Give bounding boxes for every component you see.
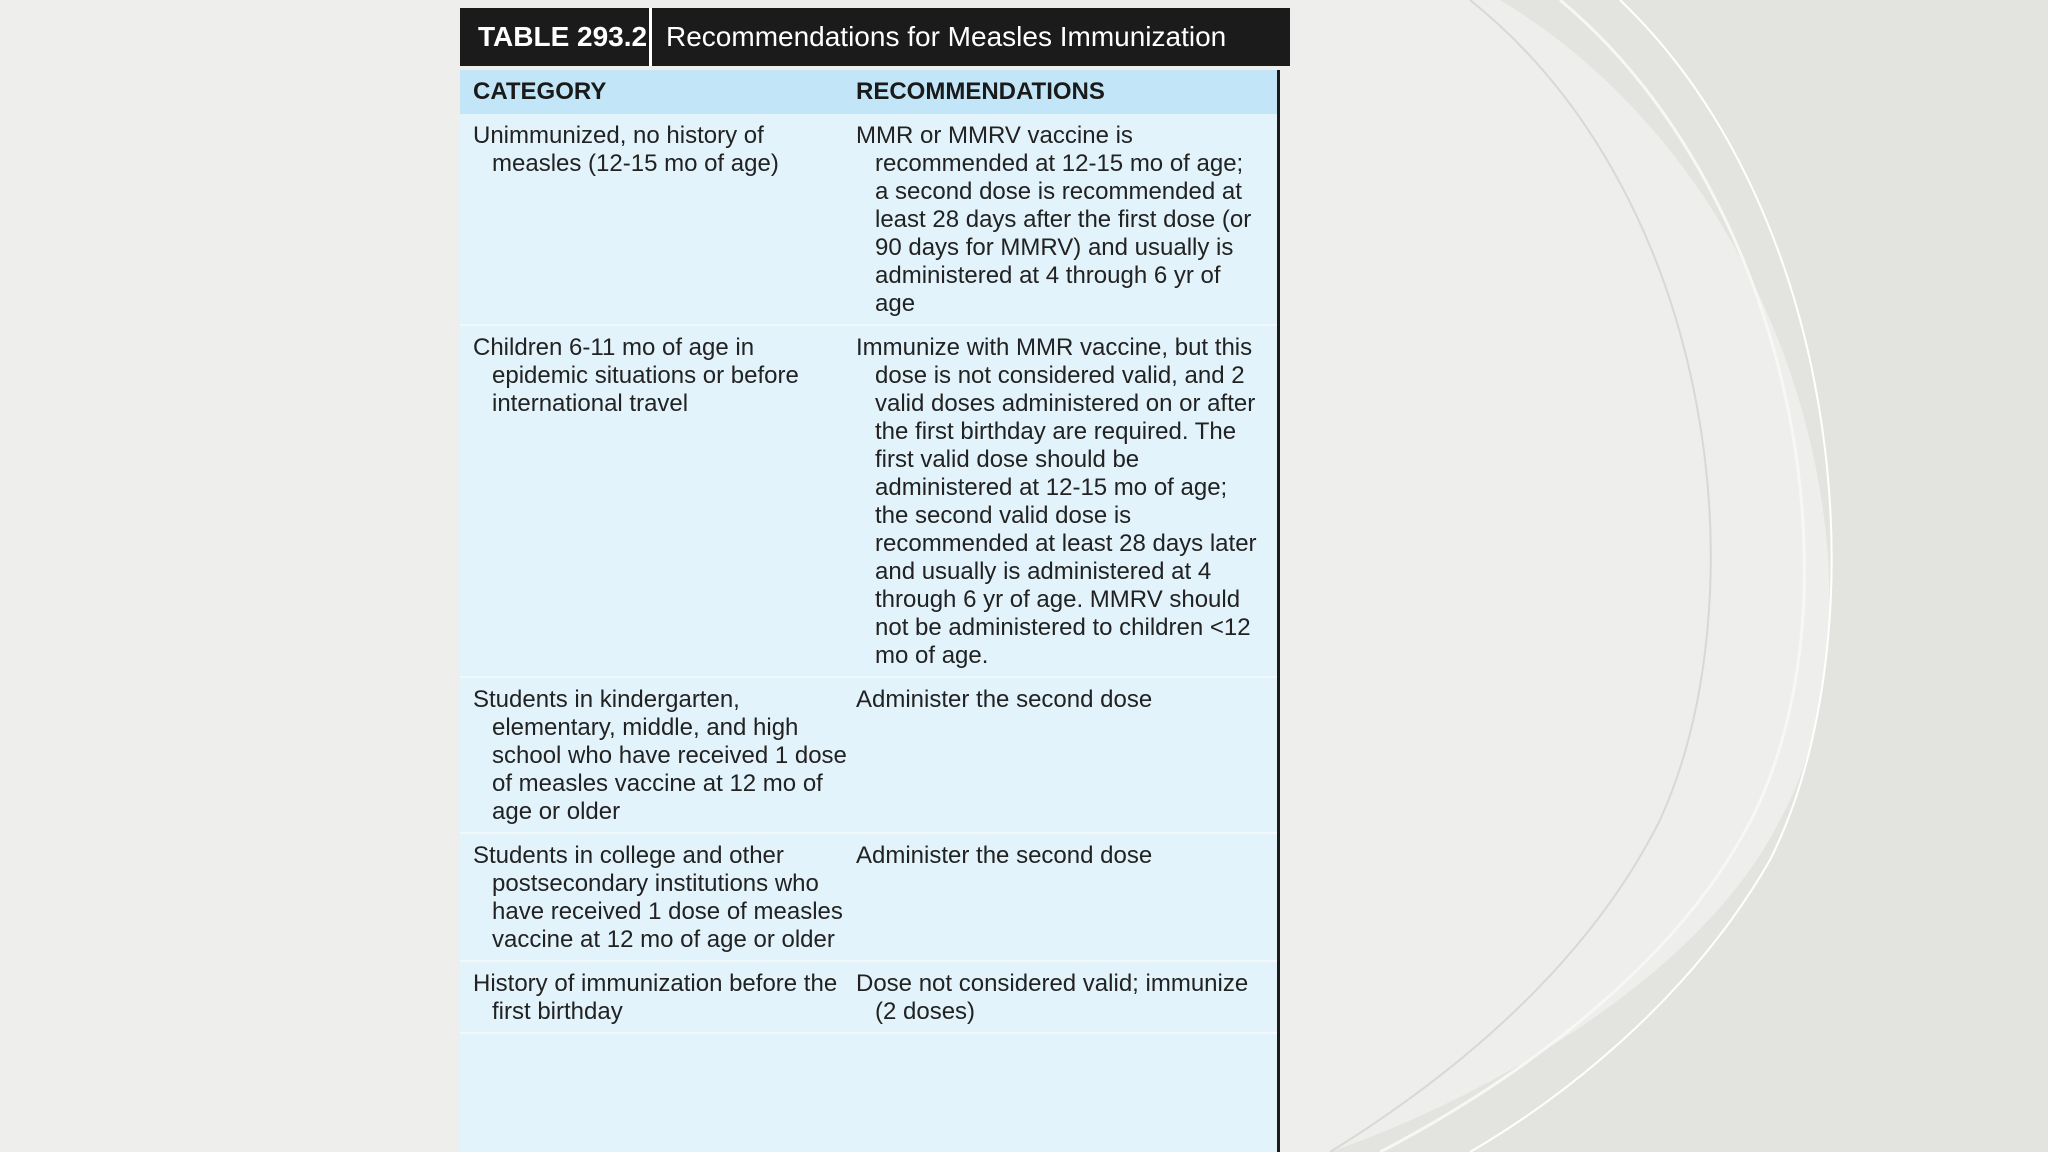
table-title-bar [460, 8, 1290, 66]
category-cell: Students in kindergarten, elementary, middle, and high school who have received 1 dose of measles vaccine at 12 mo of age or older [473, 686, 847, 825]
category-cell: History of immunization before the first birthday [473, 970, 838, 1025]
table-number-label: TABLE 293.2 [460, 8, 652, 66]
recommendation-cell: Administer the second dose [856, 842, 1153, 869]
category-cell: Unimmunized, no history of measles (12-15 mo of age) [473, 122, 779, 177]
table-row [460, 678, 1277, 834]
table-header-row [460, 70, 1277, 114]
measles-immunization-table [460, 8, 1290, 1152]
table-row [460, 962, 1277, 1034]
recommendation-cell: Administer the second dose [856, 686, 1153, 713]
category-cell: Students in college and other postsecondary institutions who have received 1 dose of measles vaccine at 12 mo of age or older [473, 842, 843, 953]
recommendation-cell: MMR or MMRV vaccine is recommended at 12-15 mo of age; a second dose is recommended at least 28 days after the first dose (or 90 days for MMRV) and usually is administered at 4 through 6 yr of age [856, 122, 1252, 317]
table-row [460, 834, 1277, 962]
table-title: Recommendations for Measles Immunization [666, 21, 1227, 52]
header-category: CATEGORY [473, 78, 607, 105]
table-row [460, 114, 1277, 326]
table-body [460, 70, 1280, 1152]
category-cell: Children 6-11 mo of age in epidemic situations or before international travel [473, 334, 799, 417]
recommendation-cell: Dose not considered valid; immunize (2 doses) [856, 970, 1249, 1025]
header-recommendations: RECOMMENDATIONS [856, 78, 1105, 105]
table-row [460, 326, 1277, 678]
recommendation-cell: Immunize with MMR vaccine, but this dose is not considered valid, and 2 valid doses administered on or after the first birthday are required. The first valid dose should be administered at 12-15 mo of age; the second valid dose is recommended at least 28 days later and usually is administered at 4 through 6 yr of age. MMRV should not be administered to children <12 mo of age. [856, 334, 1257, 669]
